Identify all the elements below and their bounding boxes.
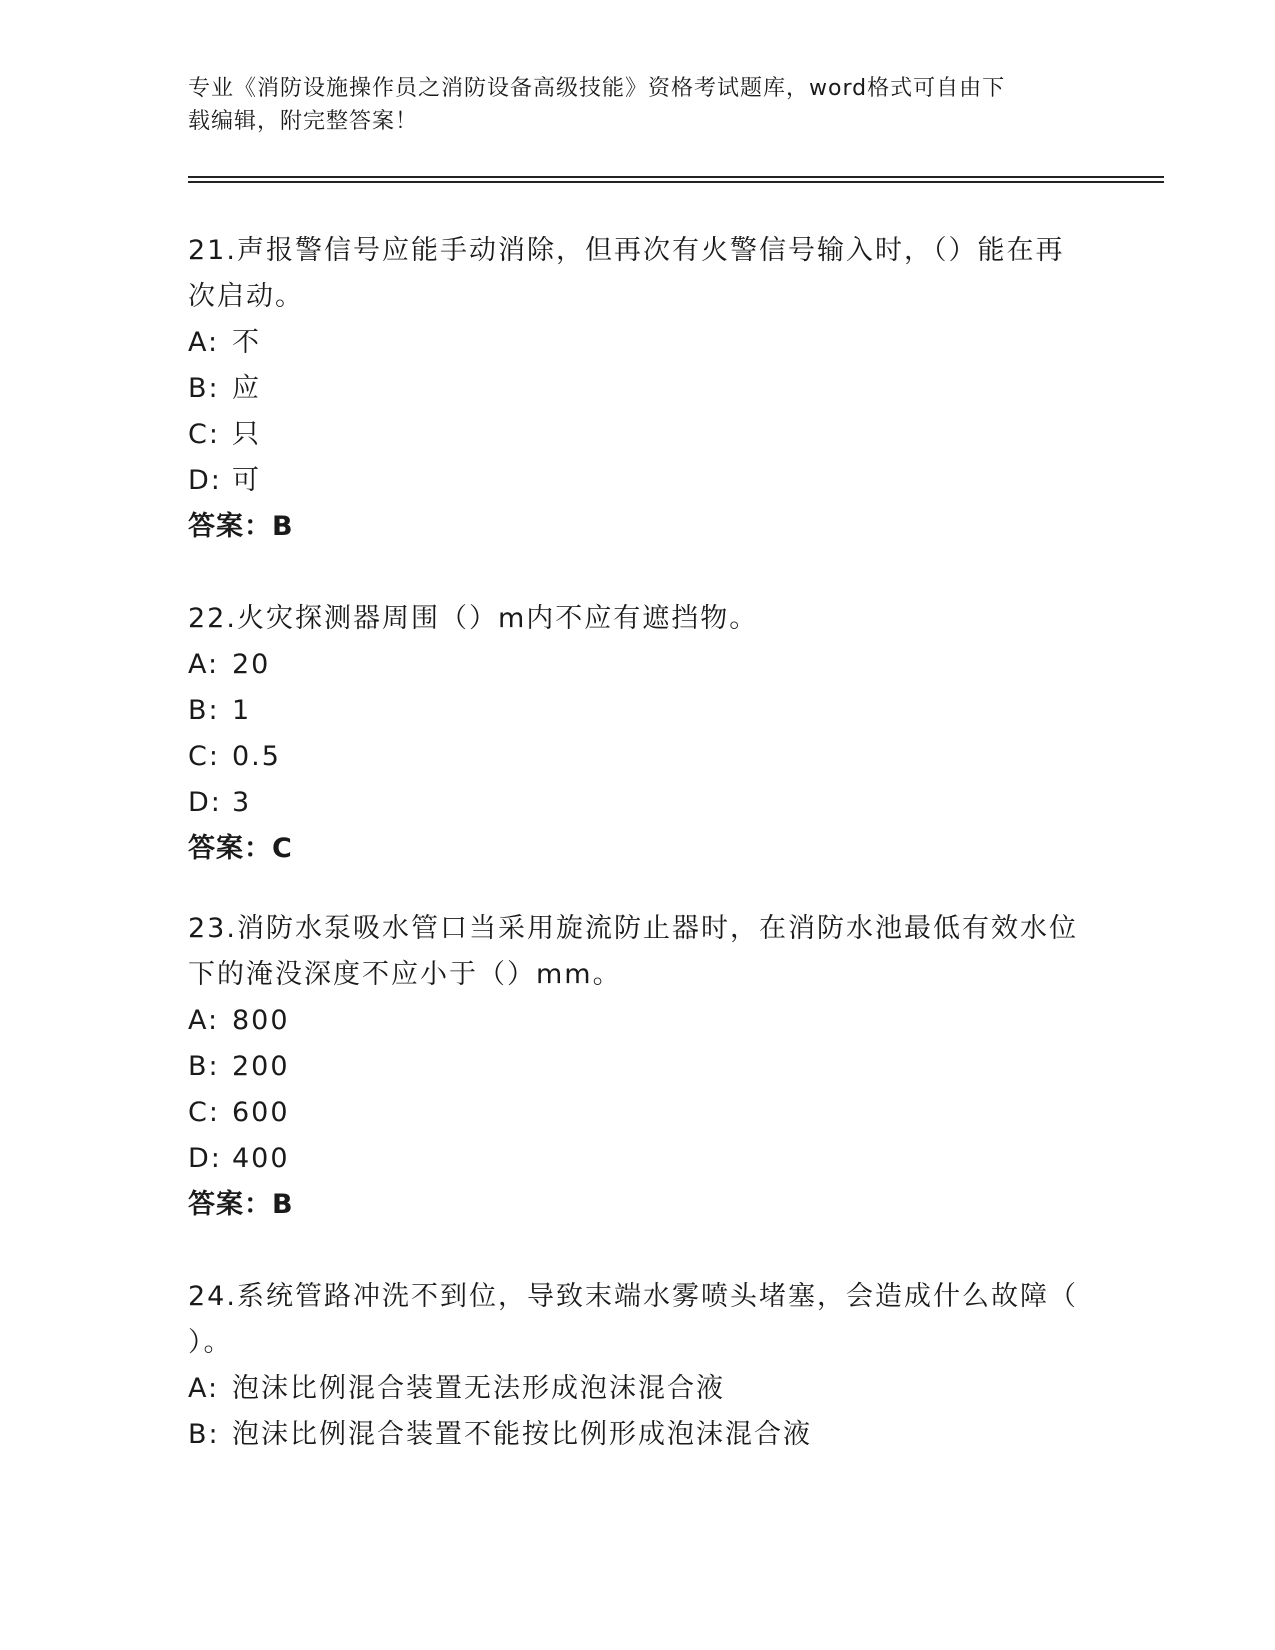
option-text: 600 (232, 1097, 290, 1128)
question-24 (188, 1274, 1088, 1458)
question-text-line-1: 24.系统管路冲洗不到位，导致末端水雾喷头堵塞，会造成什么故障（ (188, 1281, 1078, 1312)
option-label: C: (188, 741, 220, 772)
option-a (188, 1366, 1088, 1412)
option-d (188, 458, 1088, 504)
option-label: A: (188, 1373, 220, 1404)
question-text-line-1: 22.火灾探测器周围（）m内不应有遮挡物。 (188, 603, 759, 634)
option-text: 只 (232, 419, 261, 450)
option-label: B: (188, 373, 220, 404)
question-text-line-1: 23.消防水泵吸水管口当采用旋流防止器时，在消防水池最低有效水位 (188, 913, 1078, 944)
option-b (188, 688, 1088, 734)
option-c (188, 412, 1088, 458)
answer: 答案：B (188, 511, 294, 542)
header-line-2: 载编辑，附完整答案！ (188, 109, 419, 134)
option-d (188, 780, 1088, 826)
option-label: B: (188, 1419, 220, 1450)
option-text: 应 (232, 373, 261, 404)
option-label: A: (188, 327, 220, 358)
option-label: B: (188, 1051, 220, 1082)
header-line-1: 专业《消防设施操作员之消防设备高级技能》资格考试题库，word格式可自由下 (188, 76, 1006, 101)
option-a (188, 998, 1088, 1044)
option-c (188, 1090, 1088, 1136)
question-text-line-1: 21.声报警信号应能手动消除，但再次有火警信号输入时，（）能在再 (188, 235, 1065, 266)
header-divider-top (188, 176, 1164, 178)
option-text: 20 (232, 649, 271, 680)
option-label: D: (188, 787, 222, 818)
option-text: 泡沫比例混合装置无法形成泡沫混合液 (232, 1373, 725, 1404)
question-23 (188, 906, 1088, 1228)
option-label: C: (188, 419, 220, 450)
option-label: A: (188, 1005, 220, 1036)
answer: 答案：B (188, 1189, 294, 1220)
question-22 (188, 596, 1088, 872)
answer: 答案：C (188, 833, 293, 864)
option-c (188, 734, 1088, 780)
option-label: C: (188, 1097, 220, 1128)
option-text: 1 (232, 695, 252, 726)
question-21 (188, 228, 1088, 550)
option-text: 200 (232, 1051, 290, 1082)
option-a (188, 320, 1088, 366)
option-label: A: (188, 649, 220, 680)
option-d (188, 1136, 1088, 1182)
question-text-line-2: ）。 (188, 1327, 233, 1358)
option-text: 泡沫比例混合装置不能按比例形成泡沫混合液 (232, 1419, 812, 1450)
option-text: 0.5 (232, 741, 281, 772)
question-text-line-2: 下的淹没深度不应小于（）mm。 (188, 959, 622, 990)
option-text: 800 (232, 1005, 290, 1036)
option-b (188, 366, 1088, 412)
option-label: B: (188, 695, 220, 726)
document-header (188, 72, 1088, 138)
option-b (188, 1044, 1088, 1090)
option-label: D: (188, 465, 222, 496)
option-text: 3 (232, 787, 252, 818)
header-divider-bottom (188, 181, 1164, 183)
option-text: 400 (232, 1143, 290, 1174)
option-a (188, 642, 1088, 688)
option-label: D: (188, 1143, 222, 1174)
option-text: 可 (232, 465, 261, 496)
question-text-line-2: 次启动。 (188, 281, 304, 312)
option-text: 不 (232, 327, 261, 358)
option-b (188, 1412, 1088, 1458)
